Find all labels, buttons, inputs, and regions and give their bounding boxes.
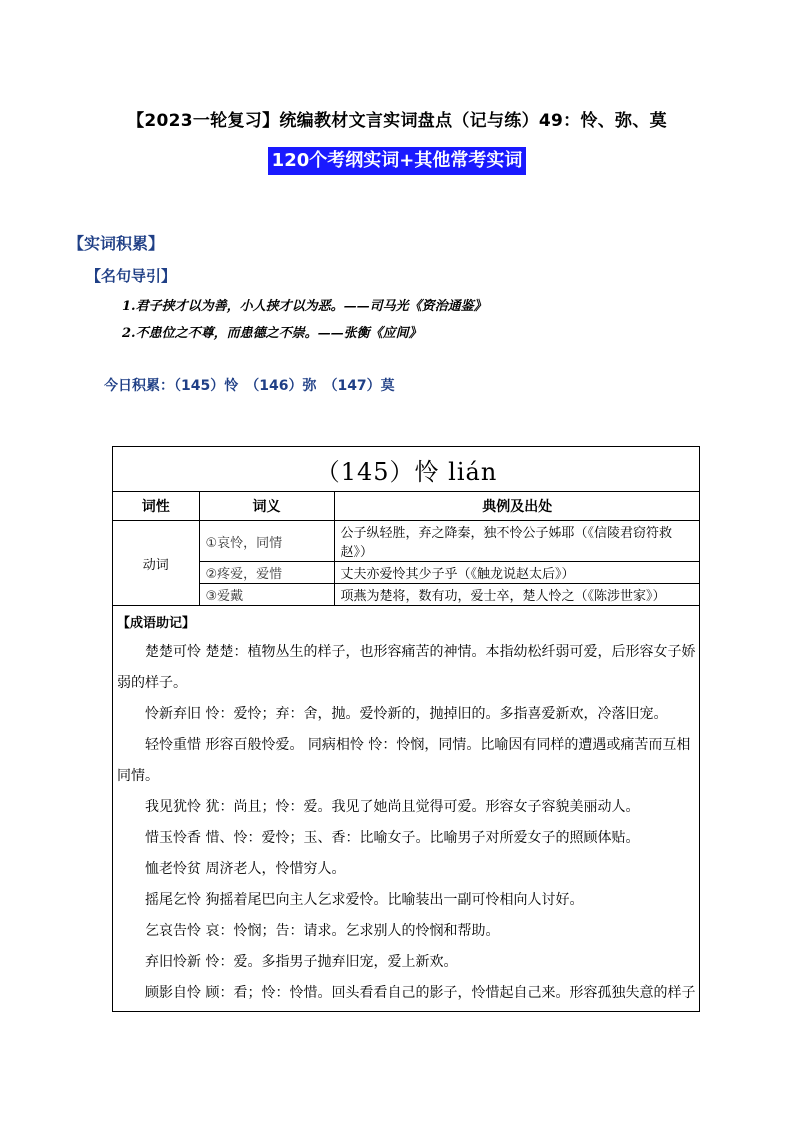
subtitle-wrapper xyxy=(0,147,794,175)
idiom-entry: 弃旧怜新 怜：爱。多指男子抛弃旧宠，爱上新欢。 xyxy=(145,954,458,970)
idiom-entry: 我见犹怜 犹：尚且；怜：爱。我见了她尚且觉得可爱。形容女子容貌美丽动人。 xyxy=(145,799,640,815)
column-header: 词性 xyxy=(113,492,199,521)
meaning-cell: ①哀怜，同情 xyxy=(199,521,334,562)
example-cell: 公子纵轻胜，弃之降秦，独不怜公子姊耶（《信陵君窃符救赵》） xyxy=(334,521,700,562)
quote-line: 2.不患位之不尊，而患德之不崇。——张衡《应间》 xyxy=(122,326,422,341)
idiom-section xyxy=(113,606,699,1009)
table-row xyxy=(113,562,700,584)
today-accumulation: 今日积累：（145）怜 （146）弥 （147）莫 xyxy=(104,378,395,394)
quotes-heading: 【名句导引】 xyxy=(86,267,177,285)
column-header: 词义 xyxy=(199,492,334,521)
table-row xyxy=(113,584,700,606)
part-of-speech: 动词 xyxy=(113,521,199,606)
word-card xyxy=(112,446,700,1012)
word-table xyxy=(113,447,700,606)
section-heading: 【实词积累】 xyxy=(68,234,165,253)
word-title-row xyxy=(113,447,700,492)
idiom-entry: 楚楚可怜 楚楚：植物丛生的样子，也形容痛苦的神情。本指幼松纤弱可爱，后形容女子娇弱的样子。 xyxy=(117,644,696,691)
column-header: 典例及出处 xyxy=(334,492,700,521)
document-subtitle: 120个考纲实词+其他常考实词 xyxy=(268,147,527,175)
idiom-entry: 顾影自怜 顾：看；怜：怜惜。回头看看自己的影子，怜惜起自己来。形容孤独失意的样子 xyxy=(145,985,696,1001)
word-title: （145）怜 lián xyxy=(113,447,700,492)
idiom-entry: 怜新弃旧 怜：爱怜；弃：舍，抛。爱怜新的，抛掉旧的。多指喜爱新欢，冷落旧宠。 xyxy=(145,706,668,722)
document-title: 【2023一轮复习】统编教材文言实词盘点（记与练）49：怜、弥、莫 xyxy=(127,111,667,131)
table-header-row xyxy=(113,492,700,521)
meaning-cell: ③爱戴 xyxy=(199,584,334,606)
idiom-entry: 摇尾乞怜 狗摇着尾巴向主人乞求爱怜。比喻装出一副可怜相向人讨好。 xyxy=(145,892,584,908)
idiom-entry: 乞哀告怜 哀：怜悯；告：请求。乞求别人的怜悯和帮助。 xyxy=(145,923,500,939)
idiom-entry: 轻怜重惜 形容百般怜爱。 同病相怜 怜：怜悯，同情。比喻因有同样的遭遇或痛苦而互相同情。 xyxy=(117,737,691,784)
idiom-entry: 恤老怜贫 周济老人，怜惜穷人。 xyxy=(145,861,346,877)
idiom-entry: 惜玉怜香 惜、怜：爱怜；玉、香：比喻女子。比喻男子对所爱女子的照顾体贴。 xyxy=(145,830,640,846)
idiom-heading: 【成语助记】 xyxy=(117,616,196,631)
quote-line: 1.君子挟才以为善，小人挟才以为恶。——司马光《资治通鉴》 xyxy=(122,299,487,314)
meaning-cell: ②疼爱，爱惜 xyxy=(199,562,334,584)
example-cell: 项燕为楚将，数有功，爱士卒，楚人怜之（《陈涉世家》） xyxy=(334,584,700,606)
example-cell: 丈夫亦爱怜其少子乎（《触龙说赵太后》） xyxy=(334,562,700,584)
table-row xyxy=(113,521,700,562)
